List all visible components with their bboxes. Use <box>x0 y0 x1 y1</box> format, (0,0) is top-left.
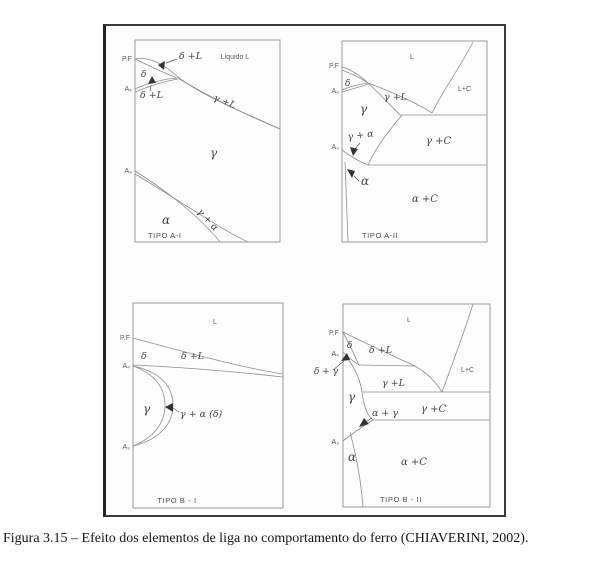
region-label-gamma-C: γ +C <box>426 136 452 147</box>
axis-label-pf: P.F <box>329 330 339 337</box>
diagram-box <box>342 41 487 242</box>
region-label-L: L <box>407 317 411 324</box>
line-peritectic <box>359 365 415 366</box>
diagram-tipo-b2 <box>311 303 492 508</box>
diagram-title: TIPO B - I <box>157 496 197 505</box>
region-label-gamma-alpha: γ + α <box>194 206 221 234</box>
curve-gamma-boundary <box>368 115 402 165</box>
region-label-delta: δ <box>347 341 353 351</box>
region-label-alpha-C: α +C <box>401 457 427 468</box>
region-label-L: L <box>213 319 217 326</box>
diagram-title: TIPO A-II <box>362 231 399 240</box>
region-label-gamma: γ <box>348 390 356 404</box>
region-label-gamma: γ <box>143 402 151 416</box>
region-label-delta-L-low: δ +L <box>140 90 164 101</box>
curve-liquidus <box>133 338 283 374</box>
curve-L-C-boundary <box>442 304 473 392</box>
region-label-alpha-gamma: α + γ <box>372 408 399 419</box>
arrow-line <box>355 143 360 149</box>
curve-solidus <box>133 365 283 377</box>
region-label-gamma-alpha: γ + α <box>346 128 375 143</box>
region-label-gamma-C: γ +C <box>421 404 447 415</box>
region-label-gamma-L: γ +L <box>384 92 407 103</box>
axis-label-pf: P.F <box>329 63 339 70</box>
region-label-gamma-L: γ +L <box>382 378 405 389</box>
axis-label-a4: A₄ <box>124 86 132 93</box>
axis-label-pf: P.F <box>120 335 130 342</box>
region-label-delta-L: δ +L <box>181 351 205 362</box>
arrowhead-icon <box>350 147 358 156</box>
region-label-delta: δ <box>345 79 351 89</box>
region-label-L-C: L+C <box>458 86 472 93</box>
diagram-title: TIPO B - II <box>379 495 423 504</box>
region-label-gamma-alpha-delta: γ + α (δ) <box>180 409 223 420</box>
axis-label-delta-gamma: δ + γ <box>314 367 339 377</box>
diagram-title: TIPO A-I <box>148 231 182 240</box>
axis-label-a3: A₃ <box>331 144 339 151</box>
region-label-gamma: γ <box>210 146 218 160</box>
arrowhead-icon <box>165 403 173 412</box>
region-label-delta: δ <box>141 351 147 362</box>
arrowhead-icon <box>148 76 156 84</box>
region-label-delta-L: δ +L <box>369 345 393 356</box>
region-label-delta-L-top: δ +L <box>179 51 203 62</box>
region-label-L: L <box>410 54 414 61</box>
diagram-tipo-a2 <box>312 40 489 243</box>
arrow-line <box>173 408 179 412</box>
axis-label-pf: P.F <box>122 56 132 63</box>
figure-caption: Figura 3.15 – Efeito dos elementos de liga no comportamento do ferro (CHIAVERINI, 2002). <box>3 531 529 546</box>
arrow-line <box>166 59 177 63</box>
axis-label-a3: A₃ <box>124 168 132 175</box>
arrow-line <box>354 176 359 181</box>
curve-gamma-left-boundary <box>345 354 373 420</box>
region-label-gamma: γ <box>360 102 368 116</box>
curve-a3 <box>343 420 373 441</box>
diagram-tipo-a1 <box>105 39 282 243</box>
curve-alpha-boundary <box>345 162 348 242</box>
region-label-alpha: α <box>361 174 370 188</box>
arrowhead-icon <box>158 61 165 70</box>
region-label-alpha: α <box>162 213 171 227</box>
region-label-alpha-C: α +C <box>412 194 438 205</box>
axis-label-a3: A₃ <box>122 444 130 451</box>
axis-label-a4: A₄ <box>122 363 130 370</box>
curve-alpha-boundary <box>350 432 363 507</box>
region-label-liquid: Liquido L <box>220 54 250 61</box>
axis-label-a3: A₃ <box>331 439 339 446</box>
region-label-L-C: L+C <box>461 367 475 374</box>
axis-label-a4: A₄ <box>331 351 339 358</box>
diagram-box <box>133 303 283 508</box>
region-label-delta: δ <box>141 70 147 80</box>
region-label-gamma-L: γ +L <box>211 92 238 112</box>
arrowhead-icon <box>347 169 355 178</box>
axis-label-a4: A₄ <box>331 88 339 95</box>
region-label-alpha: α <box>348 450 357 464</box>
diagram-tipo-b1 <box>103 302 285 509</box>
curve-L-C-boundary <box>432 42 473 113</box>
